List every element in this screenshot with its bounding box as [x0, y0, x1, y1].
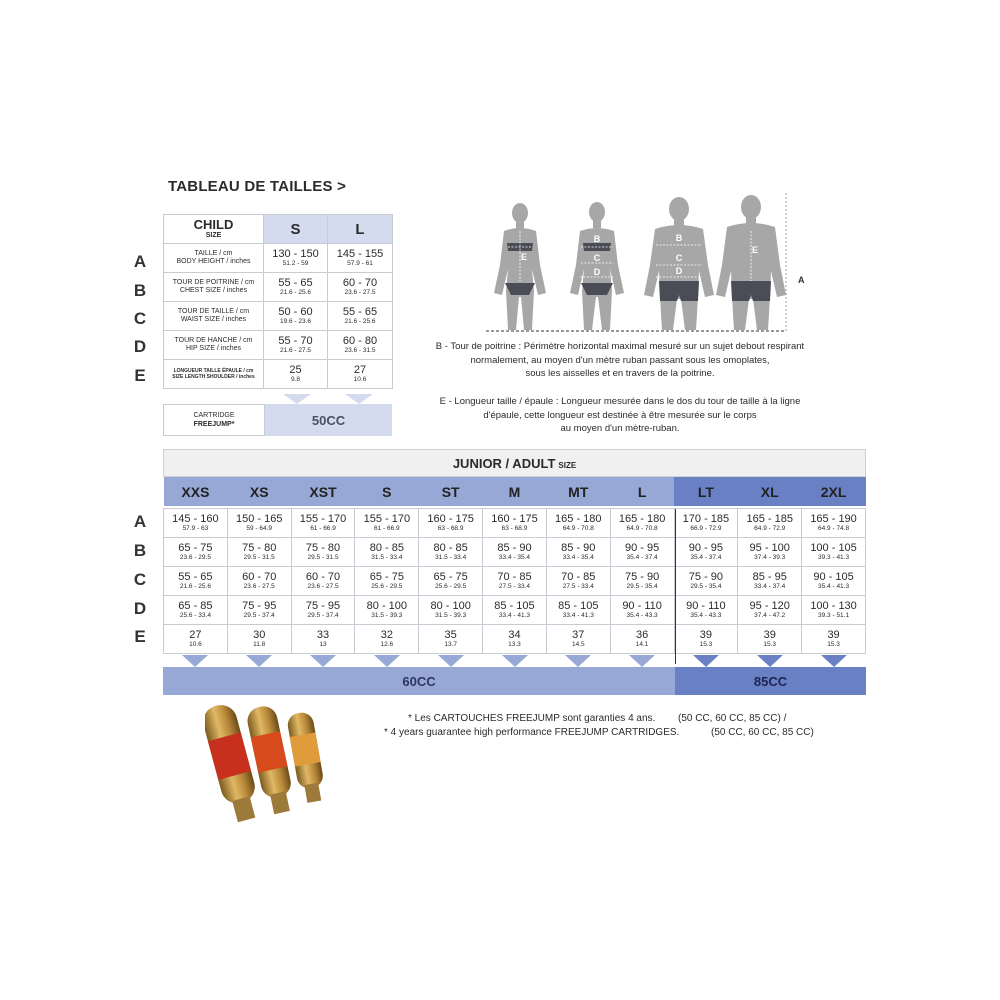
cm-value: 33 — [316, 629, 330, 641]
cm-value: 155 - 170 — [363, 513, 411, 525]
child-header — [164, 215, 264, 244]
row-letter-d: D — [133, 599, 147, 618]
child-cell — [264, 331, 328, 360]
inch-value: 57.9 - 61 — [347, 260, 373, 267]
size-cell — [738, 509, 802, 538]
label-fr: LONGUEUR TAILLE ÉPAULE / cm — [173, 368, 254, 374]
size-cell — [355, 625, 419, 654]
guarantee-fr-cc: (50 CC, 60 CC, 85 CC) / — [678, 713, 787, 724]
cm-value: 165 - 185 — [746, 513, 793, 525]
label-en: BODY HEIGHT / inches — [176, 258, 251, 265]
label-fr: TOUR DE POITRINE / cm — [172, 279, 255, 286]
row-letter-b: B — [133, 541, 147, 560]
cm-value: 145 - 160 — [172, 513, 219, 525]
cm-value: 27 — [353, 364, 367, 376]
cm-value: 80 - 85 — [433, 542, 468, 554]
child-cell — [264, 244, 328, 273]
size-cell — [164, 625, 228, 654]
guarantee-en-cc: (50 CC, 60 CC, 85 CC) — [711, 727, 814, 738]
cm-value: 130 - 150 — [272, 248, 319, 260]
cm-value: 35 — [444, 629, 457, 641]
child-cell — [328, 302, 393, 331]
inch-value: 23.6 - 29.5 — [179, 554, 211, 561]
inch-value: 35.4 - 43.3 — [626, 612, 658, 619]
down-arrow-icon — [438, 655, 464, 667]
down-arrow-icon — [565, 655, 591, 667]
body-measurement-figures — [480, 185, 810, 337]
cm-value: 25 — [289, 364, 302, 376]
inch-value: 64.9 - 70.8 — [562, 525, 594, 532]
guarantee-en: * 4 years guarantee high performance FREEJUMP CARTRIDGES. — [384, 727, 680, 738]
cm-value: 75 - 90 — [624, 571, 660, 583]
size-cell — [546, 596, 610, 625]
inch-value: 33.4 - 35.4 — [498, 554, 530, 561]
inch-value: 29.5 - 37.4 — [307, 612, 339, 619]
size-cell — [610, 538, 674, 567]
cm-value: 75 - 80 — [242, 542, 277, 554]
inch-value: 23.6 - 31.5 — [344, 347, 376, 354]
size-cell — [802, 596, 866, 625]
size-cell — [802, 625, 866, 654]
size-cell — [738, 596, 802, 625]
inch-value: 66.9 - 72.9 — [690, 525, 722, 532]
inch-value: 33.4 - 41.3 — [562, 612, 594, 619]
size-cell — [546, 509, 610, 538]
size-cell — [164, 596, 228, 625]
label-b-woman: B — [593, 234, 601, 244]
size-cell — [674, 509, 738, 538]
desc-length-line: au moyen d'un mètre-ruban. — [560, 423, 680, 434]
cm-value: 85 - 105 — [494, 600, 535, 612]
inch-value: 15.3 — [699, 641, 713, 648]
inch-value: 21.6 - 25.6 — [279, 289, 312, 296]
cm-value: 30 — [253, 629, 266, 641]
size-cell — [419, 625, 483, 654]
inch-value: 10.6 — [353, 376, 367, 383]
cm-value: 90 - 95 — [624, 542, 660, 554]
size-header: MT — [546, 477, 610, 506]
inch-value: 31.5 - 39.3 — [435, 612, 467, 619]
cm-value: 90 - 110 — [686, 600, 726, 612]
desc-chest-line: normalement, au moyen d'un mètre ruban passant sous les omoplates, — [470, 354, 770, 366]
size-cell — [483, 567, 547, 596]
child-row-label — [164, 273, 264, 302]
row-letter-a: A — [133, 512, 147, 531]
divider-line — [675, 509, 676, 664]
desc-length-line: E - Longueur taille / épaule : Longueur mesurée dans le dos du tour de taille à la ligne — [439, 396, 801, 407]
cm-value: 37 — [572, 629, 585, 641]
size-header: S — [355, 477, 419, 506]
cm-value: 85 - 90 — [497, 542, 532, 554]
inch-value: 39.3 - 41.3 — [818, 554, 850, 561]
down-arrow-icon — [182, 655, 208, 667]
child-header-sub: SIZE — [205, 232, 222, 239]
down-arrow-icon — [345, 394, 373, 404]
inch-value: 29.5 - 31.5 — [243, 554, 275, 561]
inch-value: 51.2 - 59 — [282, 260, 309, 267]
size-header: XXS — [164, 477, 228, 506]
adult-banner-label: JUNIOR / ADULT — [452, 455, 556, 471]
table-row — [164, 538, 866, 567]
inch-value: 13.7 — [444, 641, 457, 648]
inch-value: 21.6 - 25.6 — [179, 583, 211, 590]
inch-value: 35.4 - 43.3 — [690, 612, 722, 619]
inch-value: 27.5 - 33.4 — [562, 583, 594, 590]
size-cell — [483, 625, 547, 654]
inch-value: 29.5 - 35.4 — [626, 583, 658, 590]
inch-value: 35.4 - 41.3 — [818, 583, 850, 590]
size-cell — [546, 625, 610, 654]
size-header: LT — [674, 477, 738, 506]
size-cell — [738, 625, 802, 654]
inch-value: 37.4 - 47.2 — [754, 612, 786, 619]
size-header: XS — [227, 477, 291, 506]
cm-value: 85 - 90 — [561, 542, 596, 554]
down-arrow-icon — [757, 655, 783, 667]
cm-value: 65 - 75 — [369, 571, 404, 583]
size-cell — [546, 538, 610, 567]
label-d-woman: D — [593, 267, 601, 277]
size-cell — [610, 625, 674, 654]
cartridge-85cc: 85CC — [675, 667, 866, 695]
cm-value: 165 - 180 — [618, 513, 666, 525]
row-letter-c: C — [133, 309, 147, 328]
cm-value: 65 - 75 — [433, 571, 468, 583]
cartridges-image — [205, 695, 345, 835]
down-arrow-icon — [310, 655, 336, 667]
size-cell — [674, 538, 738, 567]
desc-length — [405, 395, 835, 436]
cm-value: 170 - 185 — [682, 513, 730, 525]
size-cell — [610, 509, 674, 538]
cm-value: 160 - 175 — [491, 513, 538, 525]
inch-value: 39.3 - 51.1 — [818, 612, 850, 619]
size-cell — [291, 567, 355, 596]
page-title: TABLEAU DE TAILLES > — [168, 178, 347, 195]
cm-value: 55 - 65 — [342, 306, 378, 318]
size-cell — [802, 509, 866, 538]
size-cell — [419, 509, 483, 538]
cm-value: 50 - 60 — [278, 306, 313, 318]
inch-value: 63 - 68.9 — [437, 525, 464, 532]
size-header: ST — [419, 477, 483, 506]
inch-value: 23.6 - 27.5 — [307, 583, 339, 590]
inch-value: 21.6 - 27.5 — [279, 347, 312, 354]
label-b-man: B — [675, 233, 683, 243]
size-cell — [291, 509, 355, 538]
inch-value: 14.5 — [571, 641, 585, 648]
child-cell — [264, 273, 328, 302]
size-cell — [164, 538, 228, 567]
size-header: 2XL — [802, 477, 866, 506]
desc-chest-line: sous les aisselles et en travers de la poitrine. — [525, 368, 715, 379]
size-cell — [802, 538, 866, 567]
inch-value: 29.5 - 35.4 — [690, 583, 722, 590]
cm-value: 75 - 95 — [242, 600, 277, 612]
inch-value: 63 - 68.9 — [501, 525, 528, 532]
inch-value: 23.6 - 27.5 — [243, 583, 275, 590]
cm-value: 100 - 130 — [810, 600, 857, 612]
down-arrow-icon — [374, 655, 400, 667]
cm-value: 165 - 190 — [810, 513, 857, 525]
inch-value: 25.6 - 33.4 — [179, 612, 211, 619]
child-header-label: CHILD — [193, 217, 234, 232]
cm-value: 95 - 100 — [749, 542, 790, 554]
label-c-woman: C — [593, 253, 601, 263]
label-c-man: C — [675, 253, 683, 263]
adult-banner-sub: SIZE — [558, 460, 577, 470]
child-cell — [264, 360, 328, 389]
down-arrow-icon — [246, 655, 272, 667]
cm-value: 55 - 65 — [278, 277, 313, 289]
cm-value: 90 - 95 — [688, 542, 724, 554]
child-row-label — [164, 302, 264, 331]
cm-value: 60 - 70 — [342, 277, 378, 289]
cm-value: 60 - 70 — [242, 571, 277, 583]
size-cell — [674, 567, 738, 596]
inch-value: 21.6 - 25.6 — [344, 318, 376, 325]
cm-value: 95 - 120 — [749, 600, 790, 612]
cm-value: 36 — [635, 629, 649, 641]
adult-size-table — [163, 477, 866, 654]
inch-value: 35.4 - 37.4 — [626, 554, 658, 561]
child-cell — [328, 331, 393, 360]
label-en: SIZE LENGTH SHOULDER / inches — [172, 374, 255, 380]
size-header: XL — [738, 477, 802, 506]
size-cell — [227, 625, 291, 654]
cm-value: 65 - 85 — [178, 600, 213, 612]
inch-value: 15.3 — [763, 641, 777, 648]
size-cell — [738, 538, 802, 567]
child-size-s: S — [264, 215, 328, 244]
size-cell — [610, 567, 674, 596]
cm-value: 39 — [763, 629, 776, 641]
child-row-label — [164, 360, 264, 389]
inch-value: 9.8 — [290, 376, 301, 383]
size-cell — [674, 596, 738, 625]
size-cell — [802, 567, 866, 596]
size-cell — [483, 596, 547, 625]
size-cell — [227, 509, 291, 538]
label-d-man: D — [675, 266, 683, 276]
child-cell — [328, 360, 393, 389]
size-cell — [419, 538, 483, 567]
cm-value: 70 - 85 — [561, 571, 596, 583]
child-size-table — [163, 214, 393, 389]
cm-value: 80 - 85 — [369, 542, 404, 554]
inch-value: 23.6 - 27.5 — [344, 289, 376, 296]
cm-value: 39 — [699, 629, 713, 641]
inch-value: 33.4 - 41.3 — [498, 612, 530, 619]
cm-value: 60 - 70 — [305, 571, 341, 583]
label-fr: TOUR DE HANCHE / cm — [174, 337, 253, 344]
inch-value: 31.5 - 39.3 — [371, 612, 403, 619]
inch-value: 15.3 — [827, 641, 840, 648]
size-cell — [483, 538, 547, 567]
size-cell — [164, 567, 228, 596]
cm-value: 85 - 95 — [752, 571, 787, 583]
inch-value: 33.4 - 35.4 — [562, 554, 594, 561]
adult-banner — [163, 449, 866, 477]
inch-value: 29.5 - 31.5 — [307, 554, 339, 561]
cm-value: 145 - 155 — [336, 248, 384, 260]
inch-value: 31.5 - 33.4 — [371, 554, 403, 561]
inch-value: 64.9 - 70.8 — [626, 525, 658, 532]
inch-value: 25.6 - 29.5 — [435, 583, 467, 590]
cm-value: 75 - 95 — [305, 600, 341, 612]
cm-value: 55 - 70 — [278, 335, 313, 347]
down-arrow-icon — [502, 655, 528, 667]
size-header: XST — [291, 477, 355, 506]
size-cell — [355, 509, 419, 538]
cm-value: 90 - 105 — [813, 571, 854, 583]
cm-value: 27 — [189, 629, 202, 641]
inch-value: 13.3 — [508, 641, 521, 648]
inch-value: 29.5 - 37.4 — [243, 612, 275, 619]
size-header: L — [610, 477, 674, 506]
cm-value: 39 — [827, 629, 840, 641]
child-row-label — [164, 244, 264, 273]
size-cell — [355, 567, 419, 596]
man-front-figure — [644, 197, 714, 330]
size-cell — [291, 596, 355, 625]
inch-value: 61 - 66.9 — [374, 525, 400, 532]
row-letter-a: A — [133, 252, 147, 271]
size-cell — [227, 538, 291, 567]
inch-value: 64.9 - 72.9 — [754, 525, 786, 532]
table-row — [164, 596, 866, 625]
row-letter-c: C — [133, 570, 147, 589]
inch-value: 33.4 - 37.4 — [754, 583, 786, 590]
desc-length-line: d'épaule, cette longueur est destinée à être mesurée sur le corps — [483, 409, 757, 421]
inch-value: 19.6 - 23.6 — [279, 318, 312, 325]
cm-value: 34 — [508, 629, 521, 641]
inch-value: 10.6 — [189, 641, 202, 648]
label-e-man: E — [751, 245, 759, 255]
size-cell — [291, 625, 355, 654]
child-size-l: L — [328, 215, 393, 244]
label-en: HIP SIZE / inches — [185, 345, 242, 352]
size-cell — [355, 596, 419, 625]
label-a: A — [798, 275, 805, 285]
inch-value: 37.4 - 39.3 — [754, 554, 786, 561]
table-row — [164, 625, 866, 654]
desc-chest-line: B - Tour de poitrine : Périmètre horizontal maximal mesuré sur un sujet debout respirant — [435, 341, 805, 352]
label-en: CHEST SIZE / inches — [179, 287, 248, 294]
child-cell — [328, 273, 393, 302]
desc-chest — [405, 340, 835, 381]
inch-value: 13 — [319, 641, 327, 648]
size-cell — [227, 567, 291, 596]
cm-value: 85 - 105 — [558, 600, 599, 612]
cm-value: 160 - 175 — [427, 513, 474, 525]
inch-value: 57.9 - 63 — [182, 525, 209, 532]
inch-value: 11.8 — [253, 641, 266, 648]
inch-value: 59 - 64.9 — [246, 525, 273, 532]
cm-value: 32 — [380, 629, 393, 641]
down-arrow-icon — [283, 394, 311, 404]
cartridge-label-line1: CARTRIDGE — [193, 412, 235, 419]
cm-value: 150 - 165 — [235, 513, 283, 525]
row-letter-d: D — [133, 337, 147, 356]
down-arrow-icon — [821, 655, 847, 667]
cm-value: 155 - 170 — [299, 513, 347, 525]
size-cell — [164, 509, 228, 538]
child-cell — [264, 302, 328, 331]
size-cell — [610, 596, 674, 625]
cm-value: 75 - 90 — [688, 571, 724, 583]
label-en: WAIST SIZE / inches — [180, 316, 247, 323]
guarantee-fr: * Les CARTOUCHES FREEJUMP sont garanties 4 ans. — [408, 713, 656, 724]
cm-value: 80 - 100 — [366, 600, 408, 612]
cm-value: 65 - 75 — [178, 542, 213, 554]
label-fr: TAILLE / cm — [194, 250, 233, 257]
down-arrow-icon — [693, 655, 719, 667]
down-arrow-icon — [629, 655, 655, 667]
child-row-label — [164, 331, 264, 360]
row-letter-e: E — [134, 366, 146, 385]
size-cell — [483, 509, 547, 538]
inch-value: 14.1 — [635, 641, 649, 648]
cm-value: 80 - 100 — [430, 600, 471, 612]
table-row — [164, 567, 866, 596]
size-cell — [355, 538, 419, 567]
cm-value: 100 - 105 — [810, 542, 857, 554]
row-letter-b: B — [133, 281, 147, 300]
inch-value: 27.5 - 33.4 — [498, 583, 530, 590]
inch-value: 64.9 - 74.8 — [818, 525, 850, 532]
size-cell — [419, 567, 483, 596]
cm-value: 165 - 180 — [555, 513, 602, 525]
cartridge-50cc: 50CC — [265, 404, 392, 436]
size-cell — [738, 567, 802, 596]
cm-value: 55 - 65 — [178, 571, 213, 583]
child-cell — [328, 244, 393, 273]
size-cell — [227, 596, 291, 625]
cm-value: 60 - 80 — [342, 335, 378, 347]
label-fr: TOUR DE TAILLE / cm — [177, 308, 250, 315]
cartridge-60cc: 60CC — [163, 667, 675, 695]
inch-value: 61 - 66.9 — [310, 525, 336, 532]
row-letter-e: E — [134, 627, 146, 646]
size-cell — [419, 596, 483, 625]
inch-value: 25.6 - 29.5 — [371, 583, 403, 590]
size-cell — [546, 567, 610, 596]
label-e-woman: E — [520, 252, 528, 262]
cm-value: 75 - 80 — [305, 542, 341, 554]
size-cell — [291, 538, 355, 567]
size-header: M — [483, 477, 547, 506]
child-cartridge-label — [163, 404, 265, 436]
size-cell — [674, 625, 738, 654]
cartridge-label-line2: FREEJUMP* — [193, 421, 235, 428]
inch-value: 12.6 — [380, 641, 394, 648]
woman-back-figure — [570, 202, 624, 330]
inch-value: 35.4 - 37.4 — [690, 554, 722, 561]
inch-value: 31.5 - 33.4 — [435, 554, 467, 561]
table-row — [164, 509, 866, 538]
cm-value: 70 - 85 — [497, 571, 532, 583]
cm-value: 90 - 110 — [622, 600, 662, 612]
